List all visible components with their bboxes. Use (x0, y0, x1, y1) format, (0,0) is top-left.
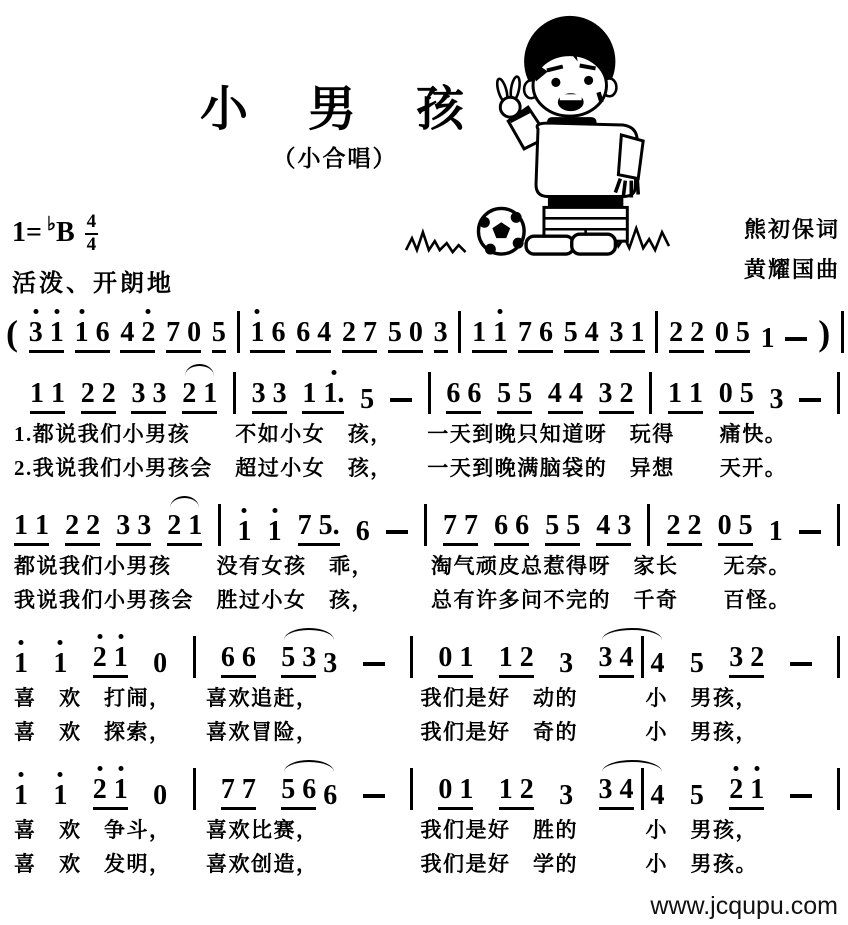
time-signature (85, 212, 99, 255)
note: 7 (517, 317, 532, 348)
note: 1 (14, 634, 28, 678)
barline (837, 768, 840, 810)
note-group-slurred (182, 364, 217, 414)
note: 3 (598, 642, 613, 673)
note-group (29, 303, 64, 353)
note: 6 (271, 317, 286, 348)
note: 3 (137, 510, 152, 541)
note: 1 (53, 766, 67, 810)
note: 5 (735, 317, 750, 348)
music-line-chorus-a (0, 622, 848, 678)
note: 1 (498, 774, 513, 805)
note: 2 (750, 642, 765, 673)
barline (837, 636, 840, 678)
note-group (65, 496, 100, 546)
note-group (298, 496, 340, 546)
note-group (719, 364, 754, 414)
note: 2 (65, 510, 80, 541)
note: 3 (302, 642, 317, 673)
note: 5. (318, 510, 340, 541)
key-note: B (55, 217, 75, 249)
note-group (281, 628, 316, 678)
lyric-line: 喜 欢 争斗， 喜欢比赛， 我们是好 胜的 小 男孩， (14, 818, 758, 842)
note: 0 (187, 317, 202, 348)
barline (641, 768, 644, 810)
note: 1 (630, 317, 645, 348)
score-area (0, 292, 848, 881)
note: 2 (519, 774, 534, 805)
note: 3 (617, 510, 632, 541)
note-group (494, 496, 529, 546)
note: 5 (281, 774, 296, 805)
website-watermark: www.jcqupu.com (650, 892, 838, 920)
octave-dot (19, 772, 24, 777)
note-group (599, 760, 634, 810)
note: 3 (598, 378, 613, 409)
note: 0 (438, 774, 453, 805)
note: 6 (95, 317, 110, 348)
barline (647, 504, 650, 546)
note: 5 (497, 378, 512, 409)
note: 1 (493, 303, 507, 347)
note: 1 (250, 303, 264, 347)
note: 6 (241, 642, 256, 673)
note: 1. (323, 364, 344, 408)
octave-dot (255, 309, 260, 314)
octave-dot (242, 508, 247, 513)
note: 6 (296, 317, 311, 348)
note: 2 (342, 317, 357, 348)
note: 3 (152, 378, 167, 409)
note: 5 (281, 642, 296, 673)
note: 6 (538, 317, 553, 348)
note: 2 (666, 510, 681, 541)
note: 4 (650, 780, 665, 811)
note-group (497, 364, 532, 414)
octave-dot (97, 634, 102, 639)
note-group-slurred (599, 760, 665, 810)
barline (837, 372, 840, 414)
note: 1 (75, 303, 89, 347)
note: 1 (35, 510, 49, 541)
note-group (596, 496, 631, 546)
note-group-slurred (599, 628, 665, 678)
lyric-line: 喜 欢 探索， 喜欢冒险， 我们是好 奇的 小 男孩， (14, 720, 758, 744)
note: 3 (729, 642, 744, 673)
lyric-line: 1.都说我们小男孩 不如小女 孩， 一天到晚只知道呀 玩得 痛快。 (14, 422, 788, 446)
note: 1 (237, 502, 251, 546)
note-group (443, 496, 478, 546)
note: 2 (687, 510, 702, 541)
note: 3 (131, 378, 146, 409)
meter-numerator: 4 (85, 212, 99, 235)
note: 2 (729, 760, 743, 804)
tempo-marking: 活泼、开朗地 (12, 271, 174, 297)
barline (841, 311, 844, 353)
barline (428, 372, 431, 414)
note-group (131, 364, 166, 414)
note: 5 (689, 780, 704, 811)
note-group-slurred (281, 760, 337, 810)
lyric-line: 我说我们小男孩会 胜过小女 孩， 总有许多问不完的 千奇 百怪。 (14, 588, 791, 612)
barline (193, 636, 196, 678)
octave-dot (33, 309, 38, 314)
note-group (518, 303, 553, 353)
note: 1 (750, 760, 764, 804)
note: 2 (101, 378, 116, 409)
barline (837, 504, 840, 546)
note: 0 (153, 648, 168, 679)
note: 2 (519, 642, 534, 673)
octave-dot (97, 766, 102, 771)
meter-denominator: 4 (86, 233, 97, 255)
note: 3 (769, 384, 784, 415)
note-group (729, 760, 764, 810)
barline (410, 636, 413, 678)
note-group (281, 760, 316, 810)
lyric-line: 2.我说我们小男孩会 超过小女 孩， 一天到晚满脑袋的 异想 天开。 (14, 456, 788, 480)
note: 6 (446, 378, 461, 409)
note: 1 (30, 378, 44, 409)
duration-dash (363, 662, 385, 666)
note: 6 (355, 516, 370, 547)
note-group (30, 364, 65, 414)
note: 1 (203, 378, 218, 409)
octave-dot (331, 370, 336, 375)
duration-dash (363, 794, 385, 798)
song-title: 小 男 孩 (199, 83, 470, 136)
music-line-chorus-b (0, 754, 848, 810)
duration-dash (799, 398, 821, 402)
lyricist-credit: 熊初保词 (743, 217, 840, 242)
note: 4 (317, 317, 332, 348)
note: 6 (302, 774, 317, 805)
lyric-line: 喜 欢 打闹， 喜欢追赶， 我们是好 动的 小 男孩， (14, 686, 758, 710)
music-line-verse-a (0, 358, 848, 414)
duration-dash (799, 530, 821, 534)
flat-icon: ♭ (46, 213, 56, 235)
note: 4 (650, 648, 665, 679)
note-group (668, 364, 703, 414)
note: 6 (467, 378, 482, 409)
note-group (342, 303, 377, 353)
note: 1 (668, 378, 683, 409)
note: 1 (14, 766, 28, 810)
note: 6 (220, 642, 235, 673)
octave-dot (54, 309, 59, 314)
note: 3 (559, 648, 574, 679)
note: 7 (297, 510, 312, 541)
note-group (472, 303, 507, 353)
note: 1 (114, 628, 128, 672)
note: 0 (717, 510, 732, 541)
parenthesis: ) (818, 313, 831, 353)
note: 7 (363, 317, 378, 348)
note: 3 (609, 317, 624, 348)
note: 7 (464, 510, 479, 541)
note-group (14, 496, 49, 546)
note-group (599, 364, 634, 414)
note: 2 (93, 760, 107, 804)
note: 1 (268, 502, 282, 546)
note: 3 (559, 780, 574, 811)
note-group-slurred (281, 628, 337, 678)
note: 1 (50, 303, 64, 347)
barline (424, 504, 427, 546)
note: 1 (302, 378, 317, 409)
lyric-line: 喜 欢 发明， 喜欢创造， 我们是好 学的 小 男孩。 (14, 852, 758, 876)
note-group (93, 760, 128, 810)
note-group (296, 303, 331, 353)
note: 4 (120, 317, 135, 348)
barline (410, 768, 413, 810)
note: 1 (188, 510, 203, 541)
note: 6 (494, 510, 509, 541)
note: 1 (459, 774, 474, 805)
note: 2 (619, 378, 634, 409)
note: 5 (518, 378, 533, 409)
note: 1 (53, 634, 67, 678)
barline (649, 372, 652, 414)
note-group (388, 303, 423, 353)
lyric-line: 都说我们小男孩 没有女孩 乖， 淘气顽皮总惹得呀 家长 无奈。 (14, 554, 791, 578)
octave-dot (146, 309, 151, 314)
duration-dash (790, 662, 812, 666)
note: 1 (760, 323, 775, 354)
note-group (610, 303, 645, 353)
barline (218, 504, 221, 546)
note-group (302, 364, 344, 414)
note: 2 (93, 628, 107, 672)
note: 0 (153, 780, 168, 811)
note: 7 (166, 317, 181, 348)
music-line-verse-b (0, 490, 848, 546)
note: 6 (515, 510, 530, 541)
note: 4 (547, 378, 562, 409)
octave-dot (118, 766, 123, 771)
octave-dot (498, 309, 503, 314)
note-group (438, 760, 473, 810)
barline (193, 768, 196, 810)
grass-left (406, 232, 466, 252)
note: 2 (690, 317, 705, 348)
note: 0 (408, 317, 423, 348)
note-group (81, 364, 116, 414)
octave-dot (272, 508, 277, 513)
note: 5 (545, 510, 560, 541)
note: 1 (498, 642, 513, 673)
octave-dot (58, 640, 63, 645)
note: 4 (568, 378, 583, 409)
note: 1 (689, 378, 704, 409)
note-group (729, 628, 764, 678)
boy-with-soccer-ball-illustration (398, 2, 678, 260)
note: 4 (619, 642, 634, 673)
octave-dot (58, 772, 63, 777)
octave-dot (755, 766, 760, 771)
note-group (252, 364, 287, 414)
credits (744, 210, 840, 290)
key-prefix: 1= (12, 217, 42, 249)
note: 5 (566, 510, 581, 541)
composer-credit: 黄耀国曲 (743, 257, 840, 282)
note: 0 (714, 317, 729, 348)
note: 0 (438, 642, 453, 673)
note-group (116, 496, 151, 546)
note: 4 (596, 510, 611, 541)
note: 5 (387, 317, 402, 348)
note-group (667, 496, 702, 546)
note: 4 (619, 774, 634, 805)
note-group (75, 303, 110, 353)
key-signature (12, 212, 98, 255)
note-group (599, 628, 634, 678)
note: 2 (80, 378, 95, 409)
note: 2 (182, 378, 197, 409)
note-group (545, 496, 580, 546)
note-group (120, 303, 155, 353)
note: 1 (459, 642, 474, 673)
note: 1 (768, 516, 783, 547)
note-group (446, 364, 481, 414)
song-subtitle: （小合唱） (272, 146, 398, 171)
note-group (93, 628, 128, 678)
note: 3 (323, 648, 338, 679)
note-group (718, 496, 753, 546)
barline (458, 311, 461, 353)
barline (641, 636, 644, 678)
note-group (250, 303, 285, 353)
note: 5 (360, 384, 375, 415)
duration-dash (390, 398, 412, 402)
note: 6 (323, 780, 338, 811)
note: 5 (739, 378, 754, 409)
barline (237, 311, 240, 353)
note: 7 (241, 774, 256, 805)
note: 2 (167, 510, 182, 541)
note: 5 (738, 510, 753, 541)
note: 3 (598, 774, 613, 805)
note: 7 (443, 510, 458, 541)
note: 1 (114, 760, 128, 804)
note-group (499, 760, 534, 810)
duration-dash (785, 337, 807, 341)
note-group (669, 303, 704, 353)
note-group-slurred (167, 496, 202, 546)
note: 3 (434, 303, 448, 353)
note: 2 (141, 303, 155, 347)
note: 4 (584, 317, 599, 348)
note-group (715, 303, 750, 353)
music-line-intro (0, 297, 848, 353)
note: 5 (563, 317, 578, 348)
octave-dot (734, 766, 739, 771)
barline (655, 311, 658, 353)
octave-dot (79, 309, 84, 314)
note: 0 (718, 378, 733, 409)
note: 1 (14, 510, 28, 541)
note: 1 (472, 317, 487, 348)
duration-dash (790, 794, 812, 798)
duration-dash (386, 530, 408, 534)
note-group (221, 628, 256, 678)
soccer-ball (478, 208, 524, 254)
octave-dot (118, 634, 123, 639)
note: 1 (51, 378, 65, 409)
octave-dot (19, 640, 24, 645)
note: 2 (669, 317, 684, 348)
note-group (221, 760, 256, 810)
note-group (438, 628, 473, 678)
note: 3 (272, 378, 287, 409)
note: 2 (86, 510, 101, 541)
note-group (548, 364, 583, 414)
note: 5 (212, 303, 226, 353)
note: 5 (689, 648, 704, 679)
note: 3 (116, 510, 131, 541)
barline (233, 372, 236, 414)
note: 3 (29, 303, 43, 347)
parenthesis: ( (6, 313, 18, 353)
note-group (564, 303, 599, 353)
note-group (166, 303, 201, 353)
note: 7 (220, 774, 235, 805)
note-group (499, 628, 534, 678)
note: 3 (251, 378, 266, 409)
